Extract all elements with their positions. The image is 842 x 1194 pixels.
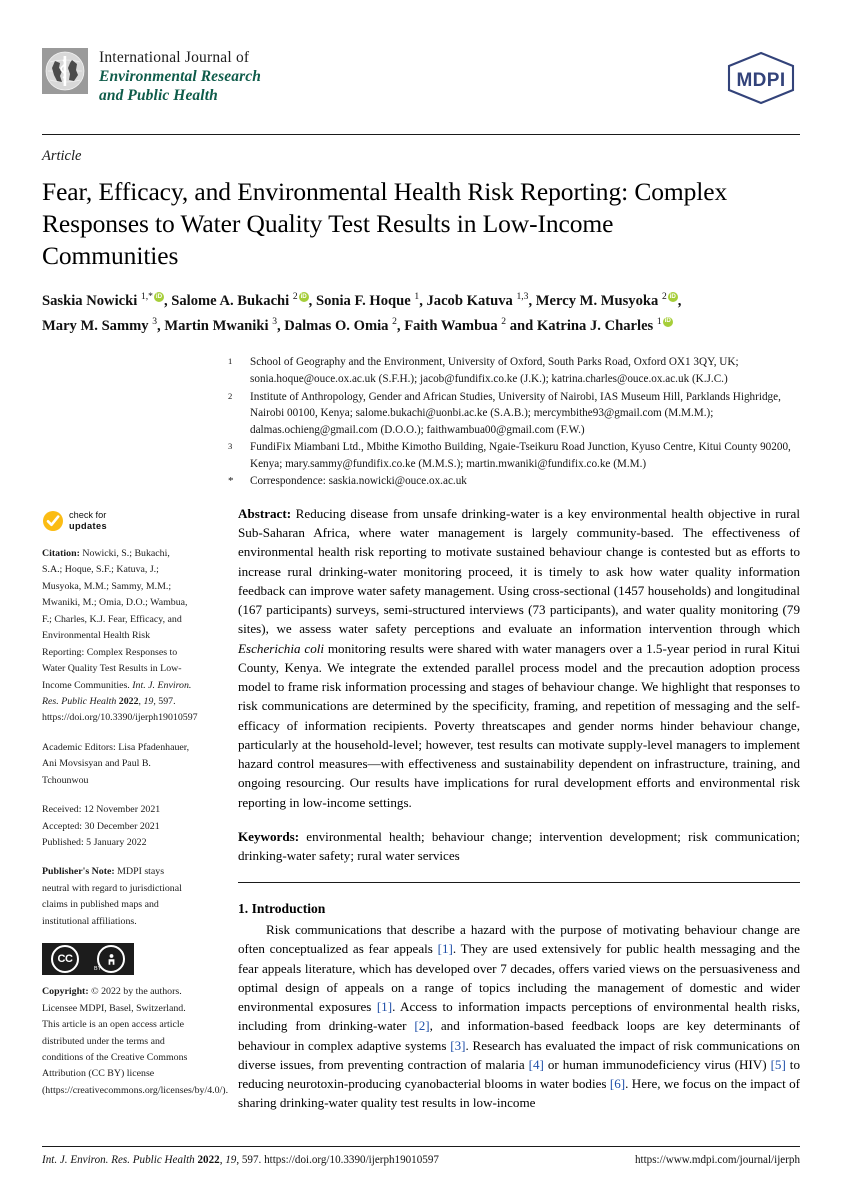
affiliation-item: [228, 439, 800, 472]
received-label: Received:: [42, 804, 82, 816]
check-circle-icon: [42, 510, 64, 532]
citation-label: Citation:: [42, 548, 80, 559]
keywords-text: environmental health; behaviour change; intervention development; risk communication; drinking-water safety; rural water services: [238, 828, 800, 863]
published-label: Published:: [42, 837, 84, 848]
paragraph-text: , and information-based feedback loops are key determinants of behaviour in complex adaptive systems: [238, 1018, 800, 1053]
reference-link[interactable]: [4]: [528, 1056, 544, 1072]
cc-icon: CC: [51, 945, 79, 973]
correspondence-item: [228, 473, 800, 490]
page-title: Fear, Efficacy, and Environmental Health Risk Reporting: Complex Responses to Water Quality Test Results in Low-Income Communities: [42, 177, 728, 271]
article-type-label: Article: [42, 148, 82, 164]
citation-pages: , 597.: [153, 695, 176, 707]
cc-by-label: BY: [94, 966, 102, 973]
paragraph-text: . They are used extensively for public health messaging and the fear appeals literature, which has developed over 7 decades, offers varied views on the persuasiveness and optimal design of appeals on a range of topics including the management of domestic and wider environmental exposures: [238, 941, 800, 1015]
footer-citation: Int. J. Environ. Res. Public Health 2022, 19, 597. https://doi.org/10.3390/ijerph19010597: [42, 1154, 439, 1166]
globe-caduceus-icon: [42, 48, 88, 94]
paragraph-text: . Research has evaluated the impact of risk communications on diverse issues, from preventing contraction of malaria: [238, 1037, 800, 1072]
academic-editors-names: Lisa Pfadenhauer, Ani Movsisyan and Paul B. Tchounwou: [42, 741, 190, 786]
received-date: 12 November 2021: [83, 804, 161, 816]
author-separator: ,: [396, 317, 405, 334]
svg-text:MDPI: MDPI: [736, 70, 786, 91]
reference-link[interactable]: [2]: [414, 1018, 430, 1034]
author-separator: ,: [157, 317, 165, 334]
affiliation-marker: 2: [228, 390, 233, 401]
footer-page: 597.: [241, 1154, 262, 1166]
affiliation-marker: 3: [228, 441, 233, 452]
citation-journal: Int. J. Environ. Res. Public Health: [42, 679, 192, 707]
author-separator: ,: [163, 293, 172, 310]
author-line-1: [42, 289, 742, 314]
publisher-note-text: MDPI stays neutral with regard to jurisdictional claims in published maps and institutional affiliations.: [42, 866, 182, 927]
citation-year: 2022: [118, 695, 139, 707]
check-for-updates-badge[interactable]: [42, 510, 192, 532]
author-separator: ,: [419, 293, 427, 310]
publisher-note-block: [42, 864, 192, 930]
author-list: [42, 289, 742, 338]
received-row: [42, 802, 192, 818]
footer-row: [42, 1154, 800, 1166]
introduction-paragraph: [238, 920, 800, 1112]
abstract-section: [238, 504, 800, 812]
citation-text: Nowicki, S.; Bukachi, S.A.; Hoque, S.F.; Katuva, J.; Musyoka, M.M.; Sammy, M.M.; Mwaniki, M.; Omia, D.O.; Wambua, F.; Charles, K.J. Fear, Efficacy, and Environmental Health Risk Reporting: Complex Responses to Water Quality Test Results in Low-Income Communities.: [42, 548, 188, 691]
author-affiliation-marker: 2: [501, 315, 507, 327]
header-divider: [42, 134, 800, 135]
keywords-label: Keywords:: [238, 828, 300, 844]
page-footer: [42, 1146, 800, 1166]
author-separator: ,: [528, 293, 536, 310]
check-updates-line-2: updates: [69, 521, 108, 531]
author-separator: and: [506, 317, 537, 334]
author-separator: ,: [276, 317, 285, 334]
author-separator: ,: [308, 293, 316, 310]
author-affiliation-marker: 2: [292, 291, 298, 303]
journal-name-line-2: Environmental Research: [99, 67, 261, 85]
mdpi-logo: [722, 50, 800, 106]
footer-divider: [42, 1146, 800, 1147]
academic-editors-label: Academic Editors:: [42, 741, 116, 753]
reference-link[interactable]: [3]: [450, 1037, 466, 1053]
affiliation-marker: 1: [228, 356, 233, 367]
author-name: Saskia Nowicki: [42, 293, 141, 310]
affiliation-list: [228, 354, 800, 490]
correspondence-text: Correspondence: saskia.nowicki@ouce.ox.ac.uk: [250, 475, 467, 488]
author-affiliation-marker: 2: [392, 315, 397, 327]
orcid-icon[interactable]: [299, 292, 309, 302]
accepted-label: Accepted:: [42, 820, 83, 832]
author-affiliation-marker: 2: [661, 291, 667, 303]
abstract-part-2: monitoring results were shared with water managers over a 1.5-year period in rural Kitui County, Kenya. We integrate the extended parallel process model and the precaution adoption process model to frame risk information processing and stages of behaviour change. We highlight that responses to risk communications are determined by the specificity, framing, and repetition of messaging and the self-efficacy of information recipients. Poverty threatscapes and gender norms hinder behaviour change, particularly at the household-level; however, test results can motivate supply-level managers to implement hazard control measures—with effectiveness and sustainability dependent on infrastructure, training, and ongoing resourcing. Our results have implications for rural development efforts and environmental risk reporting in low-income settings.: [238, 640, 801, 810]
journal-title-block: [99, 48, 261, 106]
author-name: Martin Mwaniki: [164, 317, 273, 334]
author-name: Faith Wambua: [404, 317, 502, 334]
author-name: Mercy M. Musyoka: [535, 293, 662, 310]
accepted-date: 30 December 2021: [84, 820, 160, 832]
abstract-species-name: Escherichia coli: [238, 640, 325, 656]
copyright-block: [42, 984, 229, 1099]
dates-block: [42, 802, 192, 851]
published-row: [42, 835, 192, 851]
author-name: Jacob Katuva: [426, 293, 517, 310]
author-affiliation-marker: 3: [272, 315, 277, 327]
body-area: [42, 504, 800, 1113]
author-line-2: [42, 314, 742, 339]
affiliation-item: [228, 354, 800, 387]
footer-journal-name: Int. J. Environ. Res. Public Health: [42, 1154, 195, 1166]
keywords-section: [238, 827, 800, 865]
metadata-sidebar: [42, 504, 229, 1113]
author-affiliation-marker: 1,*: [140, 291, 153, 303]
author-name: Dalmas O. Omia: [284, 317, 393, 334]
orcid-icon[interactable]: [668, 292, 678, 302]
citation-volume: 19: [143, 695, 154, 707]
citation-block: Citation: Nowicki, S.; Bukachi, S.A.; Hoque, S.F.; Katuva, J.; Musyoka, M.M.; Sammy, M.M.; Mwaniki, M.; Omia, D.O.; Wambua, F.; Charles, K.J. Fear, Efficacy, and Environmental Health Risk Reporting: Complex Responses to Water Quality Test Results in Low-Income Communities. Int. J. Environ. Res. Public Health 2022, 19, 597. https://doi.org/10.3390/ijerph19010597: [42, 548, 198, 724]
reference-link[interactable]: [1]: [376, 999, 393, 1015]
author-affiliation-marker: 3: [152, 315, 158, 327]
affiliation-text: Institute of Anthropology, Gender and African Studies, University of Nairobi, IAS Museum Hill, Parklands Highridge, Nairobi 00100, Kenya; salome.bukachi@uonbi.ac.ke (S.A.B.); mercymbithe93@gmail.com (M.M.M.); dalmas.ochieng@gmail.com (D.O.O.); faithwambua00@gmail.com (F.W.): [250, 390, 781, 436]
paragraph-text: to reducing neurotoxin-producing cyanobacterial blooms in water bodies: [238, 1056, 800, 1092]
affiliation-text: School of Geography and the Environment, University of Oxford, South Parks Road, Oxford OX1 3QY, UK; sonia.hoque@ouce.ox.ac.uk (S.F.H.); jacob@fundifix.co.ke (J.K.); katrina.charles@ouce.ox.ac.uk (K.J.C.): [250, 356, 739, 385]
author-name: Mary M. Sammy: [42, 317, 153, 334]
abstract-label: Abstract:: [238, 506, 292, 521]
orcid-icon[interactable]: [154, 292, 164, 302]
affiliation-text: FundiFix Miambani Ltd., Mbithe Kimotho Building, Ngaie-Tseikuru Road Junction, Kyuso Centre, Kitui County 90200, Kenya; mary.sammy@fundifix.co.ke (M.M.S.); martin.mwaniki@fundifix.co.ke (M.M.): [250, 441, 791, 470]
journal-brand: [42, 48, 261, 106]
author-name: Katrina J. Charles: [536, 317, 657, 334]
copyright-label: Copyright:: [42, 986, 89, 998]
paragraph-text: . Access to information impacts perceptions of environmental health risks, including from drinking-water: [238, 999, 800, 1034]
paragraph-text: or human immunodeficiency virus (HIV): [543, 1056, 771, 1072]
reference-link[interactable]: [5]: [770, 1056, 786, 1072]
paragraph-text: Risk communications that describe a hazard with the purpose of motivating behaviour change are often conceptualized as fear appeals: [238, 922, 800, 957]
author-affiliation-marker: 1,3: [516, 291, 529, 303]
cc-license-badge[interactable]: [42, 943, 134, 975]
footer-doi-link[interactable]: https://doi.org/10.3390/ijerph19010597: [264, 1154, 439, 1166]
published-date: 5 January 2022: [86, 837, 147, 848]
check-updates-line-1: check for: [69, 510, 107, 521]
reference-link[interactable]: [6]: [609, 1076, 626, 1092]
section-heading-introduction: 1. Introduction: [238, 901, 326, 917]
correspondence-marker: *: [228, 475, 234, 488]
author-affiliation-marker: 1: [414, 291, 420, 303]
paragraph-text: . Here, we focus on the impact of sharing drinking-water quality test results in low-income: [238, 1076, 800, 1111]
footer-site-link[interactable]: https://www.mdpi.com/journal/ijerph: [634, 1154, 800, 1166]
main-column: [202, 504, 800, 1113]
copyright-text: © 2022 by the authors. Licensee MDPI, Basel, Switzerland. This article is an open access article distributed under the terms and conditions of the Creative Commons Attribution (CC BY) license (https://creativecommons.org/licenses/by/4.0/).: [42, 986, 229, 1096]
check-for-updates-label: [69, 510, 107, 532]
accepted-row: [42, 819, 192, 835]
keywords-divider: [238, 882, 800, 883]
masthead: [42, 0, 800, 120]
affiliation-item: [228, 389, 800, 439]
orcid-icon[interactable]: [663, 317, 673, 327]
journal-name-line-1: International Journal of: [99, 49, 250, 66]
footer-year: 2022: [197, 1154, 220, 1166]
author-separator: ,: [677, 293, 682, 310]
footer-volume: 19: [225, 1154, 237, 1166]
citation-doi-link[interactable]: https://doi.org/10.3390/ijerph19010597: [42, 712, 198, 724]
reference-link[interactable]: [1]: [437, 941, 453, 957]
author-affiliation-marker: 1: [656, 315, 662, 327]
author-name: Salome A. Bukachi: [171, 293, 293, 310]
publisher-note-label: Publisher's Note:: [42, 866, 115, 878]
academic-editors-block: [42, 740, 192, 789]
author-name: Sonia F. Hoque: [315, 293, 415, 310]
abstract-part-1: Reducing disease from unsafe drinking-water is a key environmental health objective in rural Sub-Saharan Africa, where water management is largely community-based. The effectiveness of environmental health risk reporting to motivate sustained behaviour change is contested but as efforts to increase rural drinking-water monitoring proceed, it is timely to ask how water quality information feedback can improve water safety management. Using cross-sectional (1457 households) and longitudinal (167 participants) surveys, semi-structured interviews (73 participants), and water quality monitoring (79 sites), we assess water safety perceptions and evaluate an information intervention through which: [238, 506, 800, 637]
journal-name-line-3: and Public Health: [99, 86, 218, 104]
